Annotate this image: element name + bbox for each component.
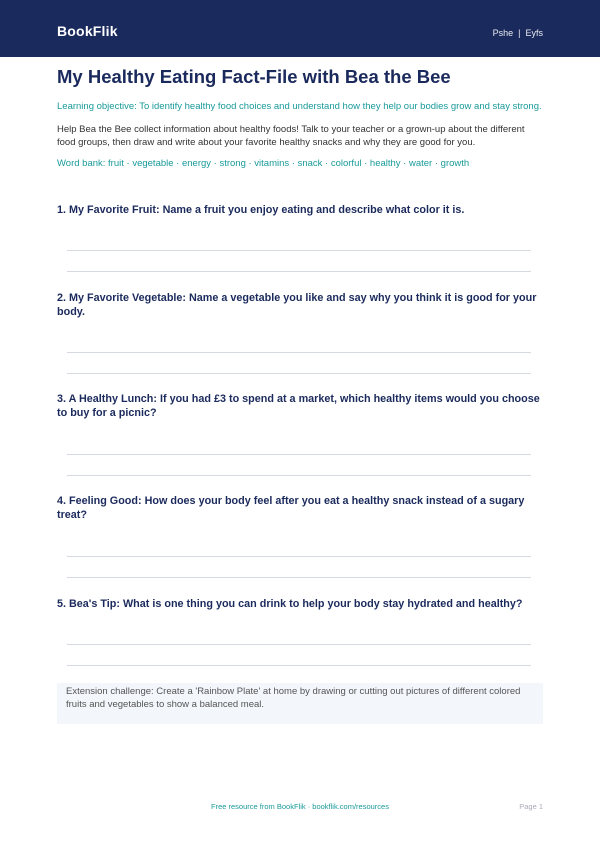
tag-separator: | <box>518 28 521 38</box>
subject-label: Pshe <box>492 28 514 38</box>
question-4: 4. Feeling Good: How does your body feel after you eat a healthy snack instead of a sugary treat? <box>57 495 525 521</box>
question-5: 5. Bea's Tip: What is one thing you can drink to help your body stay hydrated and healthy? <box>57 598 523 610</box>
answer-line[interactable] <box>67 250 531 251</box>
brand-logo[interactable]: BookFlik <box>57 23 118 39</box>
answer-line[interactable] <box>67 373 531 374</box>
answer-line[interactable] <box>67 454 531 455</box>
extension-challenge: Extension challenge: Create a 'Rainbow Plate' at home by drawing or cutting out pictures of different colored fruits and vegetables to show a balanced meal. <box>57 683 543 724</box>
question-1: 1. My Favorite Fruit: Name a fruit you enjoy eating and describe what color it is. <box>57 204 465 216</box>
worksheet-intro <box>57 66 543 170</box>
header-bar <box>0 0 600 57</box>
answer-line[interactable] <box>67 475 531 476</box>
stage-label: Eyfs <box>525 28 543 38</box>
answer-line[interactable] <box>67 271 531 272</box>
answer-line[interactable] <box>67 577 531 578</box>
page-title: My Healthy Eating Fact-File with Bea the Bee <box>57 66 451 87</box>
question-2: 2. My Favorite Vegetable: Name a vegetable you like and say why you think it is good for your body. <box>57 292 537 318</box>
intro-text: Help Bea the Bee collect information about healthy foods! Talk to your teacher or a grown-up about the different food groups, then draw and write about your favorite healthy snacks and why they are good for you. <box>57 124 525 148</box>
subject-tags <box>493 28 543 38</box>
word-bank: Word bank: fruit · vegetable · energy · strong · vitamins · snack · colorful · healthy · water · growth <box>57 158 470 169</box>
page-number: Page 1 <box>519 802 543 811</box>
answer-line[interactable] <box>67 665 531 666</box>
answer-line[interactable] <box>67 556 531 557</box>
question-3: 3. A Healthy Lunch: If you had £3 to spend at a market, which healthy items would you choose to buy for a picnic? <box>57 393 540 419</box>
answer-line[interactable] <box>67 352 531 353</box>
footer-credit[interactable]: Free resource from BookFlik · bookflik.com/resources <box>211 802 389 811</box>
learning-objective: Learning objective: To identify healthy food choices and understand how they help our bodies grow and stay strong. <box>57 101 542 112</box>
answer-line[interactable] <box>67 644 531 645</box>
